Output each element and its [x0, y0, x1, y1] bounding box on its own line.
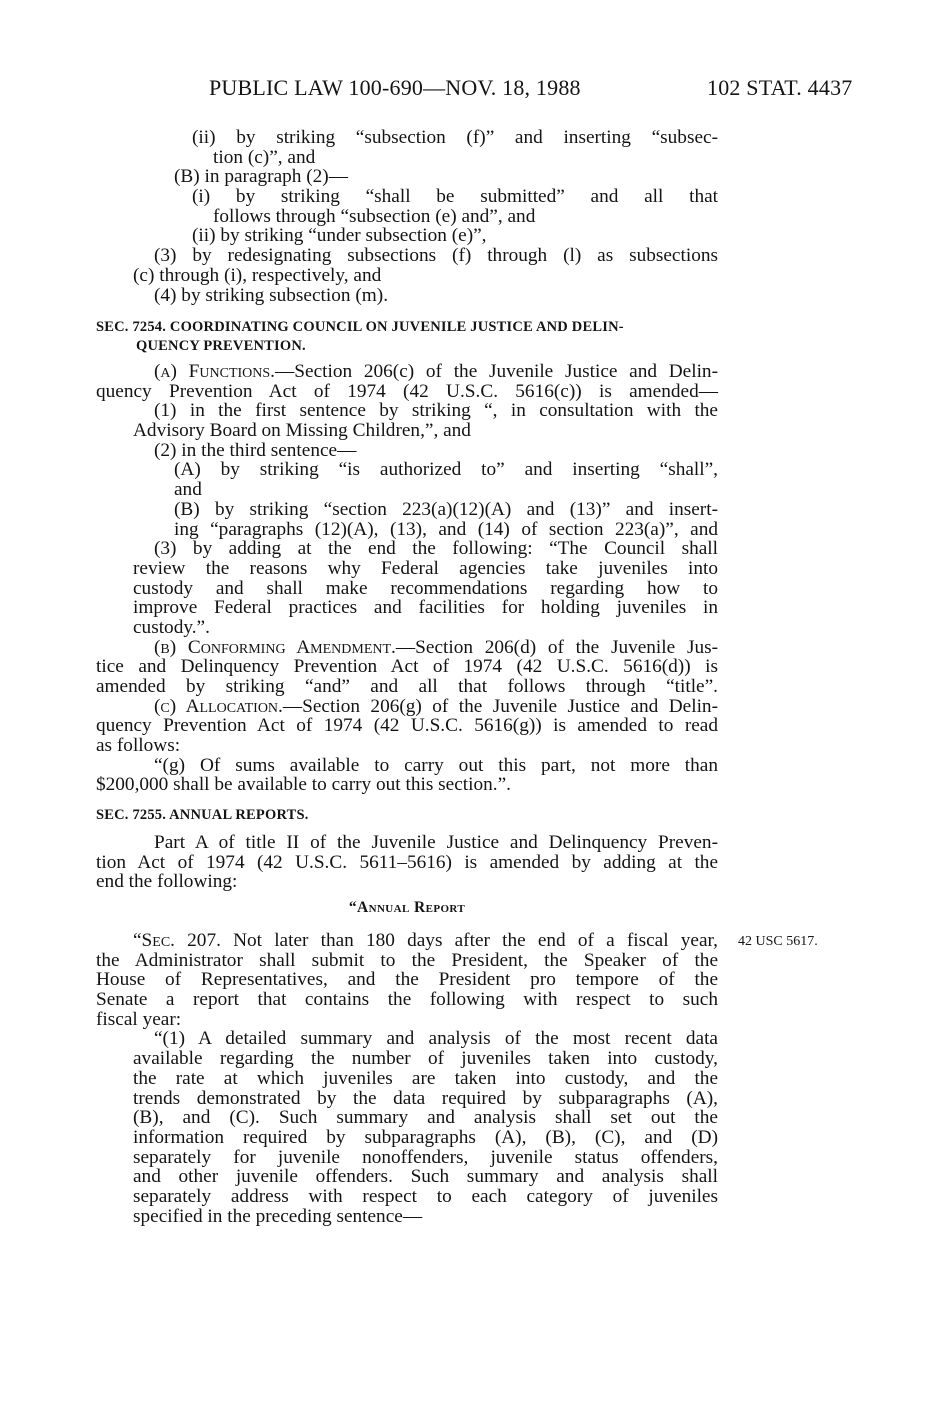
- text-line: as follows:: [96, 735, 181, 757]
- text-line: Senate a report that contains the following with respect to such: [96, 989, 718, 1011]
- text-line: (2) in the third sentence—: [154, 439, 357, 461]
- text-line: end the following:: [96, 871, 238, 893]
- text-line: the rate at which juveniles are taken into custody, and the: [133, 1067, 718, 1089]
- text-line: (B) in paragraph (2)—: [174, 166, 349, 188]
- text-line: (1) in the first sentence by striking “, in consultation with the: [154, 400, 718, 422]
- text-line: “(g) Of sums available to carry out this part, not more than: [154, 754, 718, 776]
- section-7254-body: [96, 362, 718, 795]
- text-line: (3) by redesignating subsections (f) through (l) as subsections: [154, 245, 718, 267]
- text-line: tion (c)”, and: [213, 146, 316, 168]
- text-line: Advisory Board on Missing Children,”, and: [133, 420, 471, 442]
- text-line: Part A of title II of the Juvenile Justice and Delinquency Preven-: [154, 832, 718, 853]
- text-line: separately address with respect to each category of juveniles: [133, 1185, 718, 1207]
- text-fragment: —Section 206(g) of the Juvenile Justice and Delin-: [282, 695, 718, 717]
- text-line: improve Federal practices and facilities for holding juveniles in: [133, 597, 718, 619]
- section-7254-heading: [96, 318, 718, 356]
- text-line: available regarding the number of juveniles taken into custody,: [133, 1048, 718, 1070]
- text-line: tion Act of 1974 (42 U.S.C. 5611–5616) is amended by adding at the: [96, 851, 718, 873]
- text-line: (B) by striking “section 223(a)(12)(A) and (13)” and insert-: [174, 498, 718, 520]
- running-header-title: PUBLIC LAW 100-690—NOV. 18, 1988: [209, 75, 581, 100]
- text-line: specified in the preceding sentence—: [133, 1205, 423, 1227]
- text-line: and: [174, 479, 202, 501]
- text-line: (i) by striking “shall be submitted” and all that: [192, 186, 718, 208]
- page-stat-number: 102 STAT. 4437: [707, 75, 853, 100]
- text-line: “(1) A detailed summary and analysis of the most recent data: [154, 1028, 718, 1050]
- text-line: and other juvenile offenders. Such summary and analysis shall: [133, 1166, 718, 1188]
- text-line: review the reasons why Federal agencies take juveniles into: [133, 557, 718, 579]
- subsection-b-first-line: [96, 638, 718, 658]
- text-line: trends demonstrated by the data required by subparagraphs (A),: [133, 1087, 718, 1109]
- text-line: (ii) by striking “under subsection (e)”,: [192, 225, 487, 247]
- text-line: (A) by striking “is authorized to” and inserting “shall”,: [174, 459, 718, 481]
- text-fragment: —Section 206(d) of the Juvenile Jus-: [395, 636, 719, 658]
- subsection-c-first-line: [96, 697, 718, 717]
- text-line: (3) by adding at the end the following: “The Council shall: [154, 538, 718, 560]
- text-line: custody.”.: [133, 616, 210, 638]
- section-heading-line: SEC. 7254. COORDINATING COUNCIL ON JUVENILE JUSTICE AND DELIN-: [96, 319, 624, 335]
- subsection-a-label: (a) Functions.: [154, 361, 276, 382]
- text-line: (c) through (i), respectively, and: [133, 264, 382, 286]
- text-line: quency Prevention Act of 1974 (42 U.S.C. 5616(g)) is amended to read: [96, 715, 718, 737]
- text-line: quency Prevention Act of 1974 (42 U.S.C. 5616(c)) is amended—: [96, 380, 718, 402]
- text-line: House of Representatives, and the President pro tempore of the: [96, 969, 718, 991]
- annual-report-heading: “Annual Report: [348, 899, 466, 916]
- text-line: information required by subparagraphs (A), (B), (C), and (D): [133, 1126, 718, 1148]
- subsection-a-first-line: [96, 362, 718, 382]
- subsection-b-label: (b) Conforming Amendment.: [154, 636, 396, 658]
- text-line: tice and Delinquency Prevention Act of 1974 (42 U.S.C. 5616(d)) is: [96, 656, 718, 678]
- text-line: (4) by striking subsection (m).: [154, 284, 389, 306]
- text-line: (ii) by striking “subsection (f)” and inserting “subsec-: [192, 127, 718, 148]
- text-line: the Administrator shall submit to the President, the Speaker of the: [96, 949, 718, 971]
- section-7255-intro: [96, 833, 718, 892]
- text-line: follows through “subsection (e) and”, and: [213, 205, 536, 227]
- amendment-continuation: [96, 128, 718, 305]
- text-line: ing “paragraphs (12)(A), (13), and (14) of section 223(a)”, and: [174, 518, 718, 540]
- section-207-label: “Sec. 207.: [133, 930, 221, 951]
- usc-margin-note: 42 USC 5617.: [738, 934, 818, 949]
- text-line: (B), and (C). Such summary and analysis shall set out the: [133, 1107, 718, 1129]
- subsection-c-label: (c) Allocation.: [154, 695, 283, 717]
- section-207-body: [96, 931, 718, 1226]
- section-7255-heading: SEC. 7255. ANNUAL REPORTS.: [96, 807, 309, 823]
- text-line: amended by striking “and” and all that follows through “title”.: [96, 676, 718, 697]
- text-line: custody and shall make recommendations regarding how to: [133, 577, 718, 599]
- text-fragment: Not later than 180 days after the end of a fiscal year,: [220, 930, 718, 951]
- section-heading-line: QUENCY PREVENTION.: [136, 338, 306, 354]
- text-line: $200,000 shall be available to carry out this section.”.: [96, 774, 511, 796]
- section-207-first-line: [96, 931, 718, 951]
- text-line: separately for juvenile nonoffenders, juvenile status offenders,: [133, 1146, 718, 1168]
- text-fragment: —Section 206(c) of the Juvenile Justice and Delin-: [275, 361, 718, 382]
- text-line: fiscal year:: [96, 1008, 182, 1030]
